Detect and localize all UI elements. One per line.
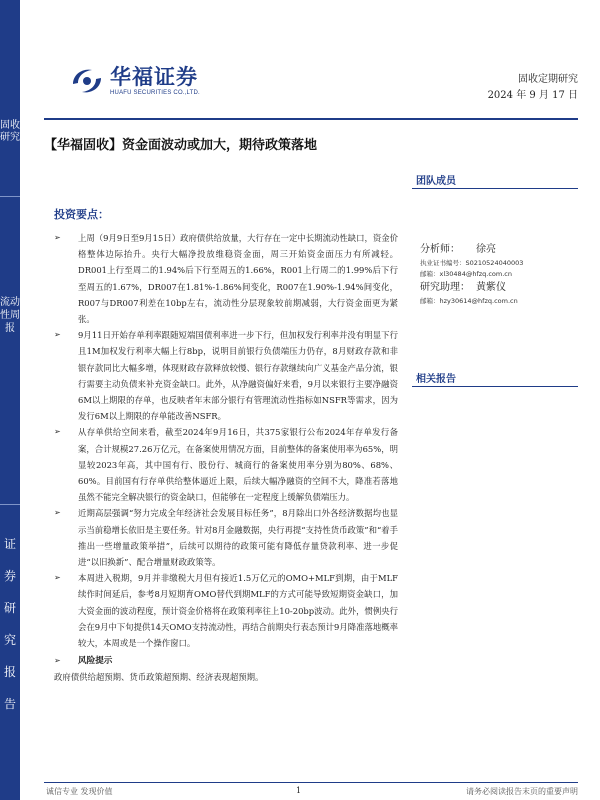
bullet-arrow-icon: ➢ bbox=[54, 573, 61, 583]
footer-disclaimer: 请务必阅读报告末页的重要声明 bbox=[466, 787, 578, 796]
team-rule bbox=[412, 188, 578, 189]
analyst-name: 徐亮 bbox=[476, 244, 496, 255]
list-item bbox=[54, 570, 398, 651]
left-sidebar bbox=[0, 0, 20, 800]
sidebar-label-series: 流动性周报 bbox=[0, 297, 20, 334]
bullet-text: 本周进入税期，9月并非缴税大月但有接近1.5万亿元的OMO+MLF到期，由于MLF续作时间延后，参考8月短期育OMO替代到期MLF的方式可能导致短期资金缺口，加大资金面的波动程度，预计资金价格将在政策利率往上10-20bp波动。此外，惯例央行会在9月中下旬提供14天OMO支持流动性，再结合前期央行表态预计9月降准落地概率较大，本周或是一个操作窗口。 bbox=[78, 573, 398, 649]
assistant-email: 邮箱：hzy30614@hfzq.com.cn bbox=[420, 297, 518, 305]
list-item bbox=[54, 424, 398, 505]
bullet-arrow-icon: ➢ bbox=[54, 508, 61, 518]
main-content bbox=[54, 206, 398, 685]
analyst-email: 邮箱：xl30484@hfzq.com.cn bbox=[420, 270, 512, 278]
report-type: 固收定期研究 bbox=[518, 74, 578, 85]
bullet-arrow-icon: ➢ bbox=[54, 427, 61, 437]
analyst-label: 分析师： bbox=[420, 244, 460, 255]
list-item bbox=[54, 230, 398, 327]
bullet-text: 上周（9月9日至9月15日）政府债供给放量，大行存在一定中长期流动性缺口，资金价格整体边际抬升。央行大幅净投放维稳资金面，周三开始资金面压力有所减轻。DR001上行至周二的1.94%后下行至周五的1.66%，R001上行周二的1.99%后下行至周五的1.67%，DR007在1.81%-1.86%间变化，R007在1.90%-1.94%间变化，R007与DR007利差在10bp左右，流动性分层现象较前期减弱，大行资金面更为紧张。 bbox=[78, 233, 398, 325]
risk-heading bbox=[54, 653, 398, 669]
assistant-name: 黄紫仪 bbox=[476, 282, 506, 293]
company-name-en: HUAFU SECURITIES CO.,LTD. bbox=[110, 90, 200, 96]
report-title: 【华福固收】资金面波动或加大，期待政策落地 bbox=[44, 138, 318, 153]
footer-rule bbox=[44, 782, 578, 783]
assistant-label: 研究助理： bbox=[420, 282, 470, 293]
bullet-text: 9月11日开始存单利率跟随短端国债利率进一步下行，但加权发行利率并没有明显下行且1M加权发行利率大幅上行8bp，说明目前银行负债端压力仍存，8月财政存款和非银存款同比大幅多增，体现财政存款释放较慢、银行存款继续向广义基金产品分流，银行需要主动负债来补充资金缺口。此外，从净融资偏好来看，9月以来银行主要净融资6M以上期限的存单，也反映者年末部分银行有管理流动性指标如NSFR等需求，因为发行6M以上期限的存单能改善NSFR。 bbox=[78, 330, 398, 422]
assistant-block bbox=[420, 280, 518, 307]
sidebar-label-doc-type: 证券研究报告 bbox=[3, 537, 16, 711]
related-reports-heading: 相关报告 bbox=[416, 374, 456, 385]
key-points-list bbox=[54, 230, 398, 651]
company-logo bbox=[70, 66, 200, 96]
page-number: 1 bbox=[296, 786, 302, 795]
bullet-arrow-icon: ➢ bbox=[54, 233, 61, 242]
report-header-info bbox=[488, 72, 578, 104]
key-points-heading: 投资要点： bbox=[54, 208, 109, 221]
header-rule bbox=[44, 118, 578, 120]
sidebar-divider bbox=[0, 196, 20, 197]
team-heading: 团队成员 bbox=[416, 176, 456, 187]
analyst-block bbox=[420, 242, 523, 280]
sidebar-divider bbox=[0, 504, 20, 505]
list-item bbox=[54, 505, 398, 570]
bullet-text: 近期高层强调“努力完成全年经济社会发展目标任务”，8月除出口外各经济数据均也显示当前稳增长依旧是主要任务。针对8月金融数据，央行再提“支持性货币政策”和“着手推出一些增量政策举措”，后续可以期待的政策可能有降低存量贷款利率、进一步促进“以旧换新”、配合增量财政政策等。 bbox=[78, 508, 398, 568]
sidebar-label-category: 固收研究 bbox=[0, 120, 20, 143]
logo-mark-icon bbox=[70, 66, 104, 96]
related-rule bbox=[412, 386, 578, 387]
bullet-arrow-icon: ➢ bbox=[54, 330, 61, 340]
list-item bbox=[54, 327, 398, 424]
report-date: 2024 年 9 月 17 日 bbox=[487, 90, 578, 101]
bullet-text: 从存单供给空间来看，截至2024年9月16日，共375家银行公布2024年存单发行备案，合计规模27.26万亿元，在备案使用情况方面，目前整体的备案使用率为65%，明显较2023年高，其中国有行、股份行、城商行的备案使用率分别为80%、68%、60%。目前国有行存单供给整体逼近上限，后续大幅净融资的空间不大，降准若落地虽然不能完全解决银行的资金缺口，但能够在一定程度上缓解负债端压力。 bbox=[78, 427, 398, 503]
risk-heading-text: 风险提示 bbox=[78, 656, 113, 667]
company-name-cn: 华福证券 bbox=[110, 65, 198, 89]
bullet-arrow-icon: ➢ bbox=[54, 656, 61, 666]
footer-slogan: 诚信专业 发现价值 bbox=[46, 787, 113, 796]
analyst-cert: 执业证书编号：S0210524040003 bbox=[420, 259, 524, 267]
risk-text: 政府债供给超预期、货币政策超预期、经济表现超预期。 bbox=[54, 672, 264, 683]
